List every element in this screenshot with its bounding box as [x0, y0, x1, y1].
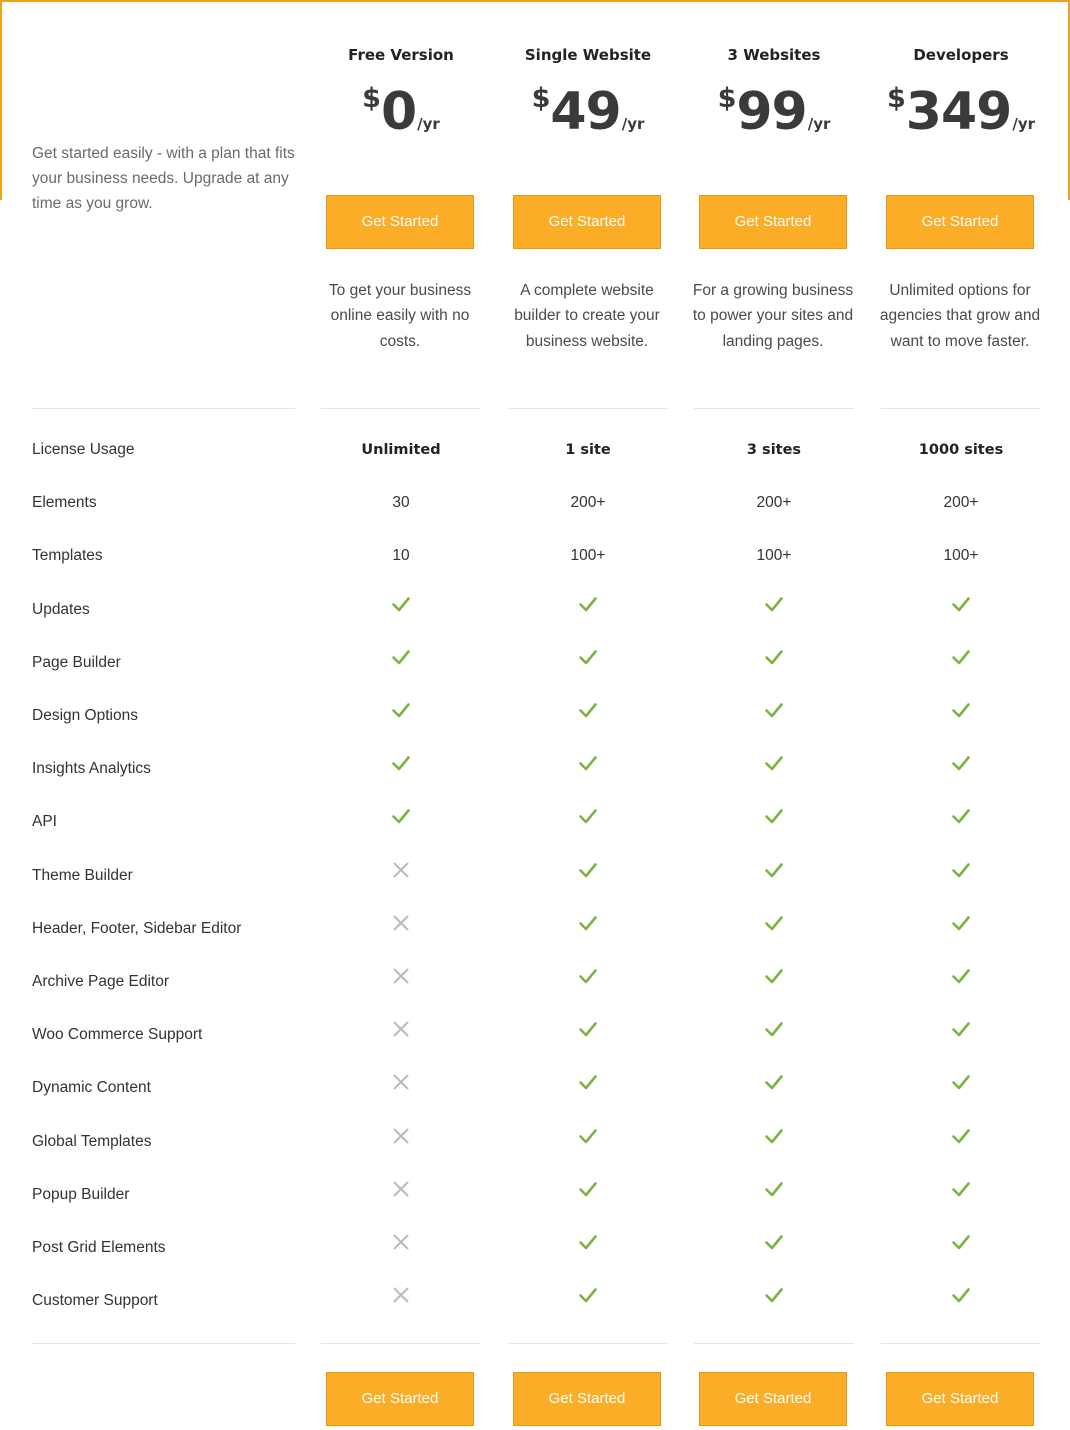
check-icon [951, 1126, 971, 1146]
feature-label: Woo Commerce Support [32, 1026, 203, 1044]
check-icon [578, 1019, 598, 1039]
plan-name: 3 Websites [727, 46, 821, 64]
get-started-button-bottom[interactable]: Get Started [513, 1372, 661, 1426]
plan-price [881, 82, 1041, 142]
feature-label: Elements [32, 494, 97, 512]
feature-label: API [32, 813, 57, 831]
plan-price [694, 82, 854, 142]
feature-label: Page Builder [32, 653, 121, 671]
check-icon [951, 1232, 971, 1252]
table-divider-top [694, 408, 854, 409]
check-icon [951, 806, 971, 826]
plan-price [321, 82, 481, 142]
plan-name: Single Website [524, 46, 652, 64]
check-icon [951, 753, 971, 773]
plan-name: Developers [913, 46, 1009, 64]
plan-description: For a growing business to power your sites and landing pages. [692, 282, 854, 350]
check-icon [951, 700, 971, 720]
check-icon [578, 1285, 598, 1305]
check-icon [764, 594, 784, 614]
cross-icon [391, 966, 411, 986]
cross-icon [391, 1179, 411, 1199]
feature-value: 200+ [570, 494, 606, 512]
get-started-button-bottom[interactable]: Get Started [326, 1372, 474, 1426]
check-icon [391, 700, 411, 720]
check-icon [578, 860, 598, 880]
check-icon [391, 647, 411, 667]
table-divider-top [881, 408, 1041, 409]
check-icon [951, 1072, 971, 1092]
plan-description: A complete website builder to create your business website. [514, 282, 660, 350]
feature-label: Insights Analytics [32, 760, 151, 778]
check-icon [764, 1285, 784, 1305]
intro-text: Get started easily - with a plan that fits your business needs. Upgrade at any time as you grow. [32, 145, 295, 212]
check-icon [951, 913, 971, 933]
feature-value: 1 site [565, 442, 611, 458]
check-icon [764, 806, 784, 826]
check-icon [764, 753, 784, 773]
check-icon [578, 1126, 598, 1146]
feature-label: Header, Footer, Sidebar Editor [32, 919, 242, 937]
get-started-button[interactable]: Get Started [513, 195, 661, 249]
price-amount: 0 [380, 82, 417, 142]
plan-price [508, 82, 668, 142]
price-amount: 99 [736, 82, 807, 142]
feature-label: Theme Builder [32, 866, 133, 884]
check-icon [578, 700, 598, 720]
cross-icon [391, 913, 411, 933]
check-icon [951, 1285, 971, 1305]
table-divider-bottom [321, 1343, 481, 1344]
table-divider-top [508, 408, 668, 409]
check-icon [578, 806, 598, 826]
cross-icon [391, 1285, 411, 1305]
check-icon [764, 1019, 784, 1039]
plan-description: Unlimited options for agencies that grow and want to move faster. [879, 282, 1041, 350]
check-icon [578, 913, 598, 933]
feature-label: Design Options [32, 707, 138, 724]
check-icon [951, 1179, 971, 1199]
feature-label: Popup Builder [32, 1185, 130, 1203]
frame-border-left [0, 0, 2, 200]
table-divider-bottom [508, 1343, 668, 1344]
feature-label: Dynamic Content [32, 1079, 151, 1097]
table-divider-top [32, 408, 295, 409]
feature-value: 100+ [756, 547, 792, 565]
check-icon [578, 1179, 598, 1199]
cross-icon [391, 1232, 411, 1252]
check-icon [951, 1019, 971, 1039]
feature-value: 200+ [943, 494, 979, 512]
cross-icon [391, 860, 411, 880]
feature-label: License Usage [32, 441, 135, 458]
check-icon [951, 594, 971, 614]
check-icon [764, 700, 784, 720]
check-icon [951, 860, 971, 880]
check-icon [578, 594, 598, 614]
cross-icon [391, 1072, 411, 1092]
check-icon [578, 1232, 598, 1252]
cross-icon [391, 1126, 411, 1146]
check-icon [764, 647, 784, 667]
feature-label: Templates [32, 547, 103, 565]
price-amount: 49 [550, 82, 621, 142]
price-period: /yr [417, 115, 440, 133]
check-icon [764, 1126, 784, 1146]
price-currency: $ [717, 83, 737, 114]
price-currency: $ [887, 83, 906, 114]
feature-value: 30 [392, 494, 410, 512]
check-icon [951, 647, 971, 667]
price-period: /yr [1012, 115, 1035, 133]
get-started-button-bottom[interactable]: Get Started [699, 1372, 847, 1426]
feature-label: Updates [32, 600, 90, 618]
get-started-button[interactable]: Get Started [699, 195, 847, 249]
feature-value: 10 [392, 547, 410, 565]
price-currency: $ [531, 83, 551, 114]
check-icon [951, 966, 971, 986]
check-icon [578, 1072, 598, 1092]
check-icon [764, 1232, 784, 1252]
get-started-button[interactable]: Get Started [886, 195, 1034, 249]
check-icon [578, 647, 598, 667]
get-started-button-bottom[interactable]: Get Started [886, 1372, 1034, 1426]
table-divider-bottom [694, 1343, 854, 1344]
feature-value: 100+ [943, 547, 979, 565]
feature-value: 200+ [756, 494, 792, 512]
get-started-button[interactable]: Get Started [326, 195, 474, 249]
price-period: /yr [621, 115, 645, 133]
feature-value: Unlimited [361, 442, 441, 458]
frame-border-top [0, 0, 1070, 2]
check-icon [578, 753, 598, 773]
check-icon [764, 1179, 784, 1199]
check-icon [391, 594, 411, 614]
feature-value: 100+ [570, 547, 606, 565]
table-divider-bottom [881, 1343, 1041, 1344]
check-icon [764, 1072, 784, 1092]
feature-value: 3 sites [746, 442, 802, 458]
check-icon [578, 966, 598, 986]
table-divider-top [321, 408, 481, 409]
plan-name: Free Version [348, 46, 454, 64]
check-icon [391, 806, 411, 826]
feature-value: 1000 sites [918, 442, 1004, 458]
table-divider-bottom [32, 1343, 295, 1344]
feature-label: Post Grid Elements [32, 1239, 166, 1256]
feature-label: Archive Page Editor [32, 973, 169, 990]
price-period: /yr [807, 115, 831, 133]
plan-description: To get your business online easily with no costs. [328, 282, 472, 350]
check-icon [764, 913, 784, 933]
check-icon [764, 860, 784, 880]
price-currency: $ [362, 83, 381, 114]
feature-label: Global Templates [32, 1132, 152, 1150]
cross-icon [391, 1019, 411, 1039]
price-amount: 349 [905, 82, 1012, 142]
feature-label: Customer Support [32, 1292, 158, 1310]
check-icon [764, 966, 784, 986]
check-icon [391, 753, 411, 773]
